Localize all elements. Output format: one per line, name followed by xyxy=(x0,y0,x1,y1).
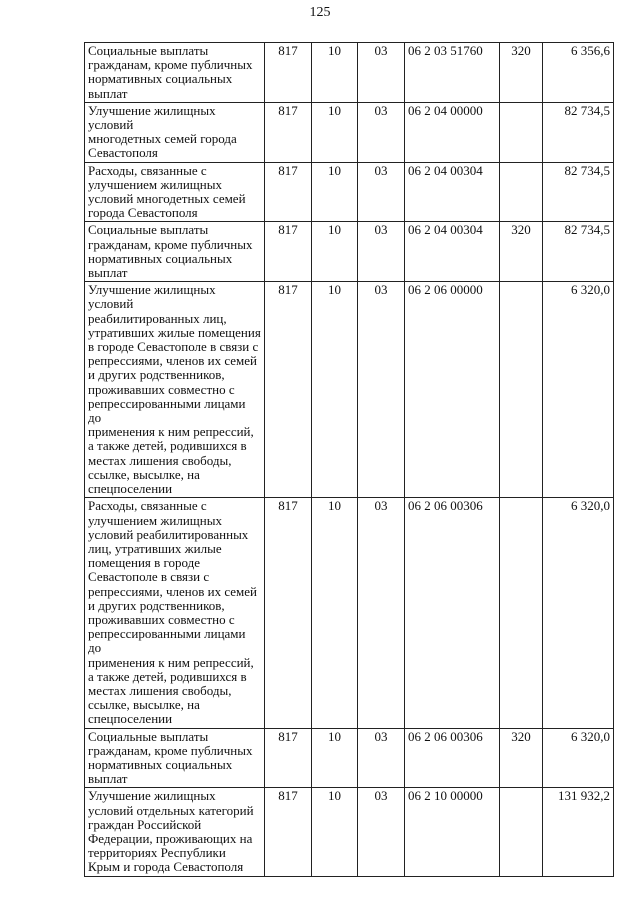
cell-target-article: 06 2 03 51760 xyxy=(405,43,500,103)
table-row xyxy=(85,728,614,788)
cell-subsection: 03 xyxy=(358,728,405,788)
cell-target-article: 06 2 10 00000 xyxy=(405,788,500,876)
cell-amount: 82 734,5 xyxy=(543,222,614,282)
cell-target-article: 06 2 04 00000 xyxy=(405,102,500,162)
cell-name: Социальные выплаты гражданам, кроме публичных нормативных социальных выплат xyxy=(85,43,265,103)
cell-expense-type xyxy=(500,282,543,498)
cell-name: Расходы, связанные с улучшением жилищных условий реабилитированных лиц, утративших жилые помещения в городе Севастополе в связи с репрессиями, членов их семей и других родственников, проживавших совместно с репрессированными лицами до применения к ним репрессий, а также детей, родившихся в местах лишения свободы, ссылке, высылке, на спецпоселении xyxy=(85,498,265,728)
cell-name: Социальные выплаты гражданам, кроме публичных нормативных социальных выплат xyxy=(85,728,265,788)
cell-section: 10 xyxy=(312,728,358,788)
page-number: 125 xyxy=(309,5,331,20)
cell-target-article: 06 2 06 00000 xyxy=(405,282,500,498)
cell-name: Улучшение жилищных условий отдельных категорий граждан Российской Федерации, проживающих на территориях Республики Крым и города Севастополя xyxy=(85,788,265,876)
cell-target-article: 06 2 04 00304 xyxy=(405,162,500,222)
cell-amount: 6 320,0 xyxy=(543,282,614,498)
cell-target-article: 06 2 06 00306 xyxy=(405,498,500,728)
cell-target-article: 06 2 04 00304 xyxy=(405,222,500,282)
cell-subsection: 03 xyxy=(358,102,405,162)
cell-ministry: 817 xyxy=(265,728,312,788)
cell-amount: 82 734,5 xyxy=(543,102,614,162)
cell-section: 10 xyxy=(312,498,358,728)
table-row xyxy=(85,788,614,876)
cell-amount: 131 932,2 xyxy=(543,788,614,876)
cell-subsection: 03 xyxy=(358,43,405,103)
cell-subsection: 03 xyxy=(358,282,405,498)
cell-section: 10 xyxy=(312,162,358,222)
cell-ministry: 817 xyxy=(265,162,312,222)
cell-subsection: 03 xyxy=(358,162,405,222)
cell-amount: 82 734,5 xyxy=(543,162,614,222)
cell-name: Расходы, связанные с улучшением жилищных условий многодетных семей города Севастополя xyxy=(85,162,265,222)
table-row xyxy=(85,162,614,222)
cell-section: 10 xyxy=(312,222,358,282)
cell-ministry: 817 xyxy=(265,102,312,162)
cell-ministry: 817 xyxy=(265,43,312,103)
table-row xyxy=(85,222,614,282)
cell-ministry: 817 xyxy=(265,222,312,282)
cell-subsection: 03 xyxy=(358,788,405,876)
budget-table xyxy=(84,42,614,877)
cell-section: 10 xyxy=(312,43,358,103)
cell-name: Социальные выплаты гражданам, кроме публичных нормативных социальных выплат xyxy=(85,222,265,282)
cell-amount: 6 320,0 xyxy=(543,498,614,728)
cell-name: Улучшение жилищных условий реабилитированных лиц, утративших жилые помещения в городе Севастополе в связи с репрессиями, членов их семей и других родственников, проживавших совместно с репрессированными лицами до применения к ним репрессий, а также детей, родившихся в местах лишения свободы, ссылке, высылке, на спецпоселении xyxy=(85,282,265,498)
cell-ministry: 817 xyxy=(265,498,312,728)
cell-amount: 6 356,6 xyxy=(543,43,614,103)
cell-amount: 6 320,0 xyxy=(543,728,614,788)
cell-expense-type xyxy=(500,788,543,876)
cell-section: 10 xyxy=(312,102,358,162)
cell-expense-type: 320 xyxy=(500,43,543,103)
table-row xyxy=(85,282,614,498)
cell-section: 10 xyxy=(312,788,358,876)
table-row xyxy=(85,102,614,162)
cell-expense-type xyxy=(500,498,543,728)
cell-target-article: 06 2 06 00306 xyxy=(405,728,500,788)
cell-subsection: 03 xyxy=(358,222,405,282)
cell-expense-type: 320 xyxy=(500,222,543,282)
cell-expense-type: 320 xyxy=(500,728,543,788)
cell-expense-type xyxy=(500,162,543,222)
cell-name: Улучшение жилищных условий многодетных семей города Севастополя xyxy=(85,102,265,162)
cell-ministry: 817 xyxy=(265,282,312,498)
cell-expense-type xyxy=(500,102,543,162)
cell-ministry: 817 xyxy=(265,788,312,876)
cell-subsection: 03 xyxy=(358,498,405,728)
cell-section: 10 xyxy=(312,282,358,498)
table-row xyxy=(85,43,614,103)
table-row xyxy=(85,498,614,728)
